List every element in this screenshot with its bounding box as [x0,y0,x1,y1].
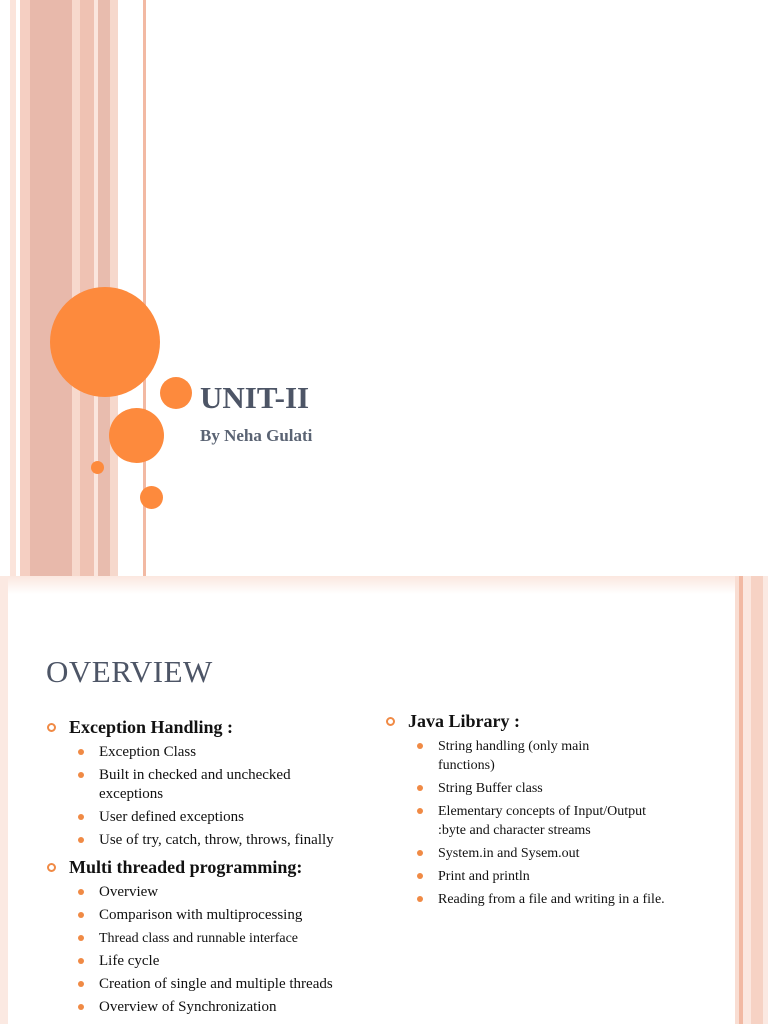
slide-title: OVERVIEW [46,654,213,689]
list-item: Overview of Synchronization [69,998,387,1017]
list-item: Elementary concepts of Input/Output :byte and character streams [408,802,668,840]
dot-bullet-icon [417,743,423,749]
decorative-stripes [0,0,150,576]
list-item: Print and println [408,867,678,886]
list-item: Thread class and runnable interface [69,929,387,948]
dot-bullet-icon [417,896,423,902]
list-item: Overview [69,883,387,902]
decorative-circle [91,461,104,474]
dot-bullet-icon [78,958,84,964]
dot-bullet-icon [78,837,84,843]
decorative-circle [160,377,192,409]
dot-bullet-icon [417,808,423,814]
section-heading: Multi threaded programming: [69,857,303,877]
dot-bullet-icon [417,873,423,879]
decorative-circle [140,486,163,509]
ring-bullet-icon [47,863,56,872]
section-multi-threaded-programming [47,856,387,1017]
dot-bullet-icon [78,889,84,895]
list-item: Creation of single and multiple threads [69,975,387,994]
slide-left-band [0,576,8,1024]
left-column [47,716,387,1023]
list-item: Comparison with multiprocessing [69,906,387,925]
list-item: Life cycle [69,952,387,971]
slide-subtitle: By Neha Gulati [200,426,313,445]
slide-top-band [0,576,768,594]
overview-slide [0,576,768,1024]
decorative-circle [50,287,160,397]
list-item: String Buffer class [408,779,678,798]
section-heading: Exception Handling : [69,717,234,737]
dot-bullet-icon [78,935,84,941]
list-item: Exception Class [69,743,387,762]
section-java-library [386,710,686,909]
list-item: User defined exceptions [69,808,387,827]
list-item: Use of try, catch, throw, throws, finally [69,831,387,850]
dot-bullet-icon [78,749,84,755]
dot-bullet-icon [78,1004,84,1010]
slide-title: UNIT-II [200,380,310,415]
dot-bullet-icon [78,981,84,987]
dot-bullet-icon [417,850,423,856]
decorative-circle [109,408,164,463]
list-item: System.in and Sysem.out [408,844,678,863]
dot-bullet-icon [417,785,423,791]
list-item: Reading from a file and writing in a file. [408,890,688,909]
section-heading: Java Library : [408,711,520,731]
section-exception-handling [47,716,387,850]
dot-bullet-icon [78,912,84,918]
list-item: String handling (only main functions) [408,737,638,775]
ring-bullet-icon [386,717,395,726]
dot-bullet-icon [78,814,84,820]
ring-bullet-icon [47,723,56,732]
dot-bullet-icon [78,772,84,778]
list-item: Built in checked and unchecked exceptions [69,766,349,804]
right-column [386,710,686,915]
